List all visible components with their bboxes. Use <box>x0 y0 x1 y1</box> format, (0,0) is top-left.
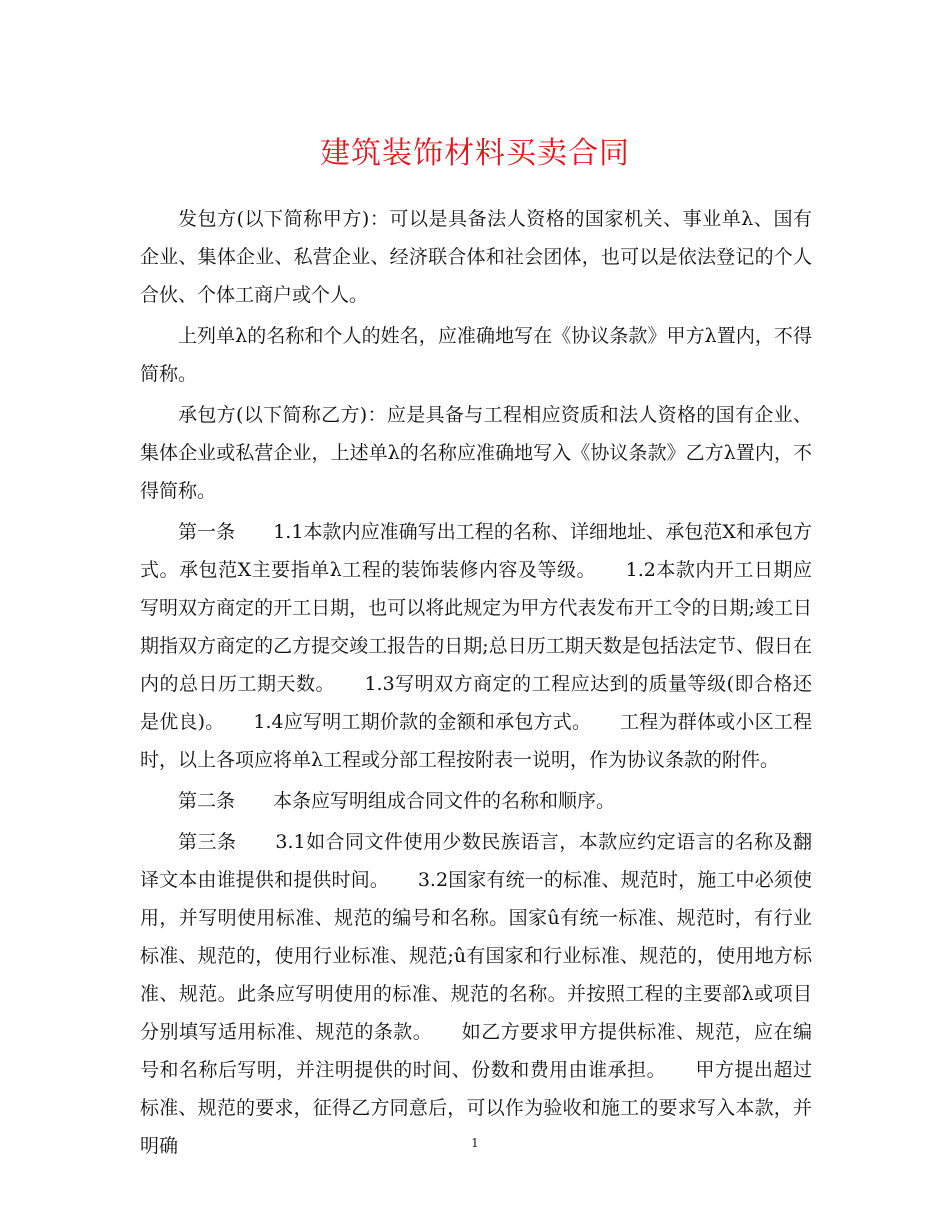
paragraph-article-2: 第二条 本条应写明组成合同文件的名称和顺序。 <box>178 790 616 812</box>
paragraph-employer: 发包方(以下简称甲方)：可以是具备法人资格的国家机关、事业单λ、国有企业、集体企业、私营企业、经济联合体和社会团体，也可以是依法登记的个人合伙、个体工商户或个人。 <box>140 208 812 306</box>
paragraph-article-3: 第三条 3.1如合同文件使用少数民族语言，本款应约定语言的名称及翻译文本由谁提供和提供时间。 3.2国家有统一的标准、规范时，施工中必须使用，并写明使用标准、规范的编号和名称。国家û有统一标准、规范时，有行业标准、规范的，使用行业标准、规范;û有国家和行业标准、规范的，使用地方标准、规范。此条应写明使用的标准、规范的名称。并按照工程的主要部λ或项目分别填写适用标准、规范的条款。 如乙方要求甲方提供标准、规范，应在编号和名称后写明，并注明提供的时间、份数和费用由谁承担。 甲方提出超过标准、规范的要求，征得乙方同意后，可以作为验收和施工的要求写入本款，并明确 <box>140 831 812 1157</box>
paragraph-contractor: 承包方(以下简称乙方)：应是具备与工程相应资质和法人资格的国有企业、集体企业或私营企业，上述单λ的名称应准确地写入《协议条款》乙方λ置内，不得简称。 <box>140 404 812 502</box>
document-body <box>140 200 812 1168</box>
page-number: 1 <box>471 1136 479 1150</box>
document-title: 建筑装饰材料买卖合同 <box>320 136 630 171</box>
paragraph-article-1: 第一条 1.1本款内应准确写出工程的名称、详细地址、承包范X和承包方式。承包范X主要指单λ工程的装饰装修内容及等级。 1.2本款内开工日期应写明双方商定的开工日期，也可以将此规定为甲方代表发布开工令的日期;竣工日期指双方商定的乙方提交竣工报告的日期;总日历工期天数是包括法定节、假日在内的总日历工期天数。 1.3写明双方商定的工程应达到的质量等级(即合格还是优良)。 1.4应写明工期价款的金额和承包方式。 工程为群体或小区工程时，以上各项应将单λ工程或分部工程按附表一说明，作为协议条款的附件。 <box>140 521 812 771</box>
paragraph-unit-name: 上列单λ的名称和个人的姓名，应准确地写在《协议条款》甲方λ置内，不得简称。 <box>140 325 812 385</box>
